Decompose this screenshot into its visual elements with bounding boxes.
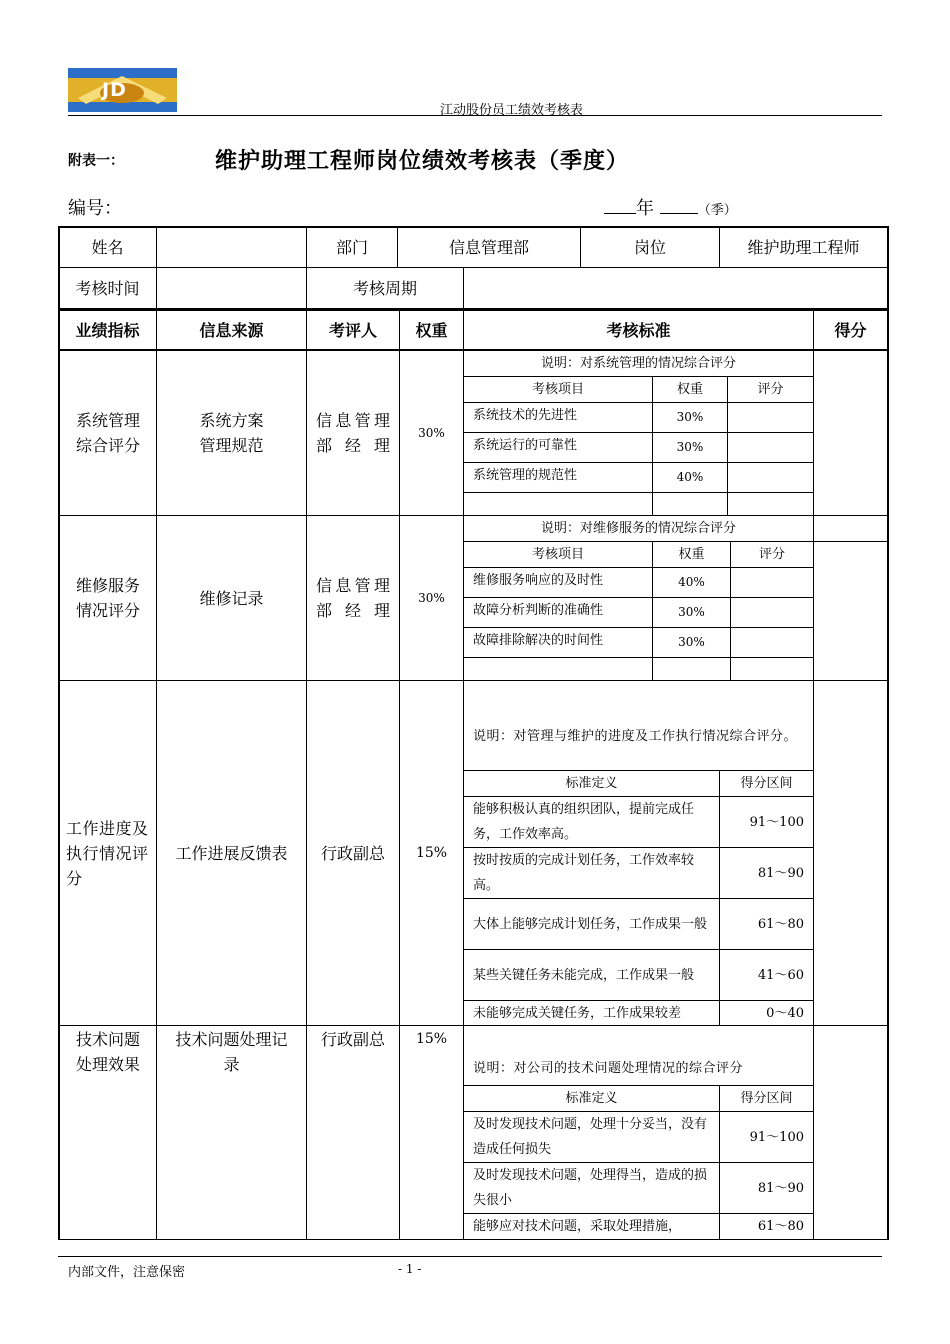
row3-note: 说明：对管理与维护的进度及工作执行情况综合评分。 [473,728,798,744]
name-field[interactable] [157,228,306,267]
year-season-line [604,194,737,220]
dept-value: 信息管理部 [448,238,529,257]
row4-sub-header-range: 得分区间 [740,1091,793,1106]
row4-note: 说明：对公司的技术问题处理情况的综合评分 [473,1060,744,1076]
row4-criterion: 及时发现技术问题，处理十分妥当，没有造成任何损失 [473,1117,708,1157]
row4-criterion: 能够应对技术问题，采取处理措施， [473,1219,682,1234]
row4-criterion: 及时发现技术问题，处理得当，造成的损失很小 [473,1168,708,1208]
col-weight: 权重 [415,320,448,340]
name-label: 姓名 [91,238,124,257]
row1-item-weight: 30% [676,440,704,454]
row4-weight: 15% [415,1031,448,1047]
row3-criterion-range: 81～90 [757,865,804,881]
row4-criterion-range: 61～80 [757,1219,804,1234]
row2-sub-header-item: 考核项目 [531,547,584,562]
row1-note: 说明：对系统管理的情况综合评分 [540,356,736,371]
row2-indicator: 维修服务情况评分 [75,576,140,620]
row3-criterion-range: 41～60 [757,967,804,983]
time-field[interactable] [157,268,306,308]
row1-indicator: 系统管理综合评分 [75,411,140,455]
year-blank[interactable] [604,197,636,214]
row3-sub-header-def: 标准定义 [565,776,618,791]
row1-source: 系统方案管理规范 [199,411,264,455]
annex-label: 附表一： [68,153,124,169]
row1-item-weight: 30% [676,410,704,424]
row3-criterion: 按时按质的完成计划任务，工作效率较高。 [473,853,695,893]
row2-item: 故障排除解决的时间性 [473,633,604,648]
footer-rule [58,1256,882,1257]
row2-item-weight: 30% [678,635,705,649]
row2-item: 故障分析判断的准确性 [473,603,604,618]
row3-source: 工作进展反馈表 [175,843,288,863]
row2-reviewer: 信息管理部经理 [316,576,390,620]
dept-label: 部门 [335,238,368,257]
row2-note: 说明：对维修服务的情况综合评分 [540,521,736,536]
time-label: 考核时间 [75,278,140,298]
row2-item-weight: 40% [678,575,705,589]
row2-source: 维修记录 [199,588,264,608]
header-rule [68,115,882,116]
row4-sub-header-def: 标准定义 [565,1091,618,1106]
season-label: （季） [697,203,737,218]
post-label: 岗位 [633,238,666,257]
row4-criterion-range: 81～90 [757,1180,804,1196]
row4-source: 技术问题处理记录 [175,1030,288,1074]
row3-indicator: 工作进度及执行情况评分 [66,818,148,888]
season-blank[interactable] [660,197,698,214]
row2-sub-header-weight: 权重 [678,547,705,562]
page-number: - 1 - [398,1262,422,1276]
document-header-title: 江动股份员工绩效考核表 [440,103,584,118]
row1-item-weight: 40% [676,470,704,484]
col-indicator: 业绩指标 [75,320,140,340]
logo-text: JD [102,79,127,101]
row1-reviewer: 信息管理部经理 [316,411,390,455]
row1-sub-header-item: 考核项目 [531,382,584,397]
row3-criterion-range: 91～100 [749,814,804,830]
serial-label: 编号： [68,198,122,219]
row1-item: 系统技术的先进性 [473,408,578,423]
page-title: 维护助理工程师岗位绩效考核表（季度） [215,148,630,174]
row1-item: 系统管理的规范性 [473,468,578,483]
row1-sub-header-weight: 权重 [676,382,703,397]
row1-sub-header-rating: 评分 [757,382,784,397]
row3-criterion: 大体上能够完成计划任务，工作成果一般 [473,916,708,932]
row3-criterion: 能够积极认真的组织团队，提前完成任务，工作效率高。 [473,802,695,842]
row4-reviewer: 行政副总 [320,1030,385,1049]
row1-item: 系统运行的可靠性 [473,438,578,453]
company-logo [68,68,177,112]
year-label: 年 [636,198,654,219]
row3-criterion: 某些关键任务未能完成，工作成果一般 [473,967,695,983]
row3-sub-header-range: 得分区间 [740,776,793,791]
row2-sub-header-rating: 评分 [758,547,785,562]
footer-confidential: 内部文件，注意保密 [68,1265,186,1280]
row3-reviewer: 行政副总 [320,843,385,863]
col-score: 得分 [834,320,867,340]
row4-criterion-range: 91～100 [749,1129,804,1145]
row2-weight: 30% [418,590,445,605]
cycle-label: 考核周期 [352,278,417,298]
row3-criterion: 未能够完成关键任务，工作成果较差 [473,1005,682,1021]
row2-item: 维修服务响应的及时性 [473,573,604,588]
col-standard: 考核标准 [606,320,671,340]
row3-weight: 15% [415,844,448,861]
col-reviewer: 考评人 [328,320,377,340]
col-source: 信息来源 [199,320,264,340]
row3-criterion-range: 0～40 [766,1005,804,1021]
row4-indicator: 技术问题处理效果 [75,1030,140,1074]
row3-criterion-range: 61～80 [757,916,804,932]
row1-weight: 30% [418,425,445,440]
post-value: 维护助理工程师 [747,238,860,257]
cycle-field[interactable] [464,268,887,308]
row2-item-weight: 30% [678,605,705,619]
